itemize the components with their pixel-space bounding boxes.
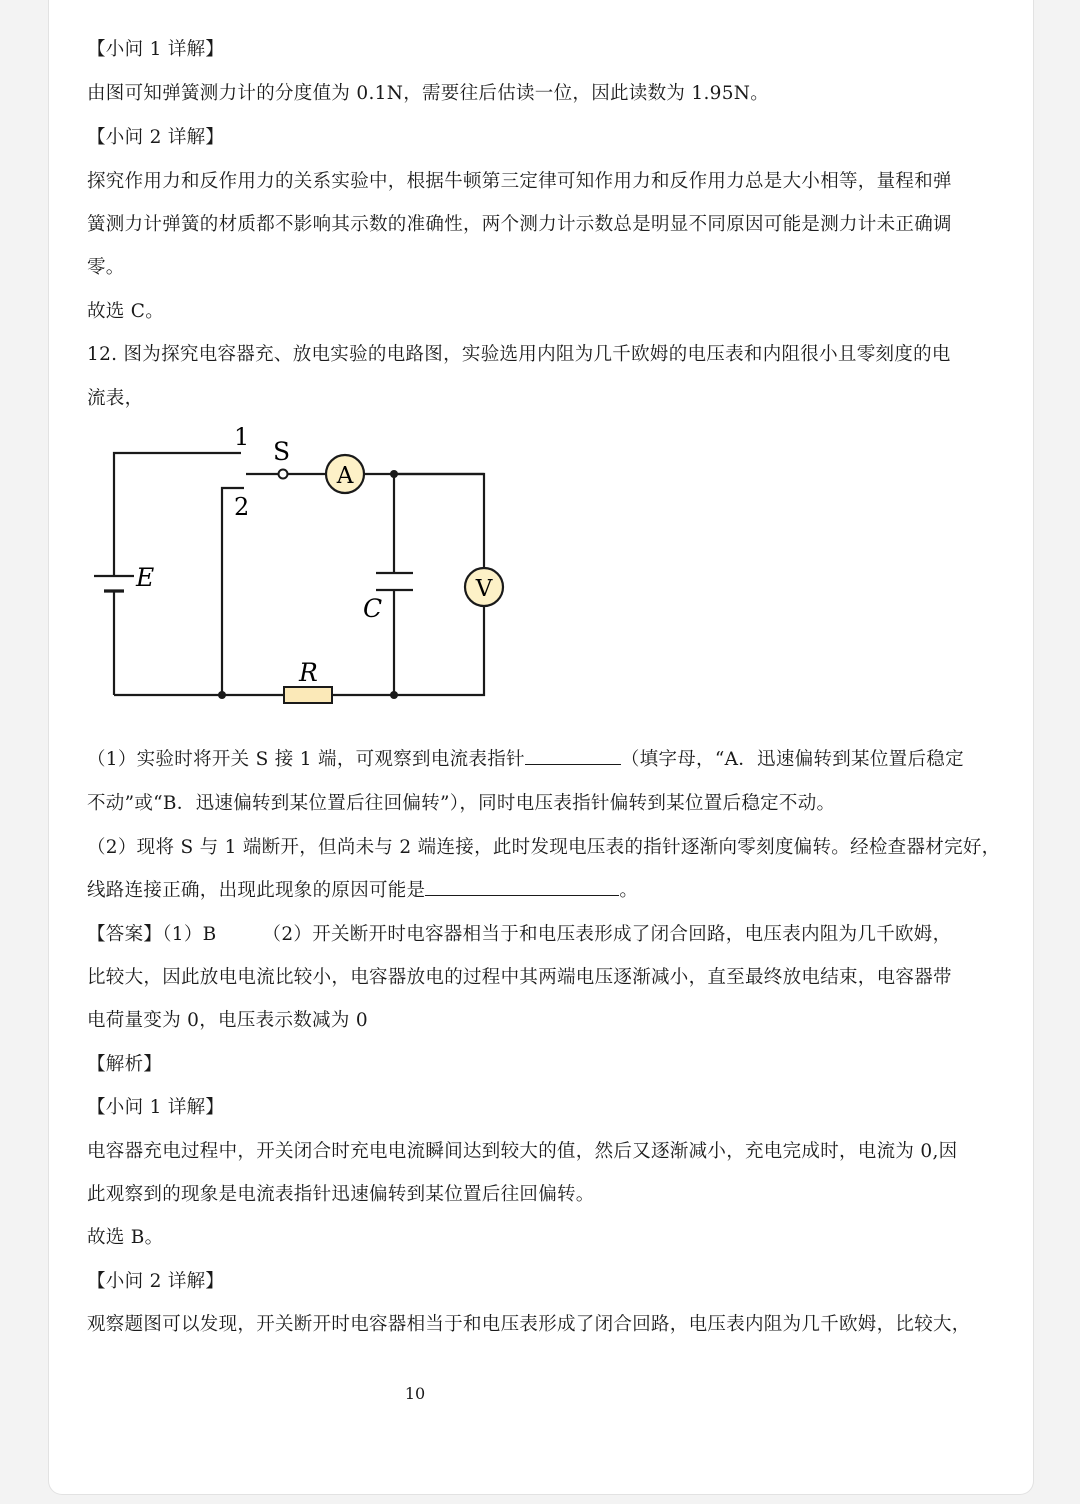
answer-blank-1 <box>525 746 621 765</box>
question-12-stem: 12. 图为探究电容器充、放电实验的电路图，实验选用内阻为几千欧姆的电压表和内阻很小且零刻度的电 <box>87 344 951 365</box>
terminal-1-label: 1 <box>234 423 250 451</box>
junction-dot <box>218 691 226 699</box>
text-line: 探究作用力和反作用力的关系实验中，根据牛顿第三定律可知作用力和反作用力总是大小相等，量程和弹 <box>87 171 952 192</box>
switch-label: S <box>273 437 291 466</box>
heading-sub-q1-detail: 【小问 1 详解】 <box>87 1097 225 1118</box>
terminal-2-label: 2 <box>234 493 250 521</box>
heading-sub-q2-detail: 【小问 2 详解】 <box>87 1271 225 1292</box>
wire-right-top <box>394 474 484 570</box>
junction-dot <box>390 691 398 699</box>
text-line: 不动”或“B．迅速偏转到某位置后往回偏转”），同时电压表指针偏转到某位置后稳定不动。 <box>87 793 836 814</box>
text-line: 由图可知弹簧测力计的分度值为 0.1N，需要往后估读一位，因此读数为 1.95N。 <box>87 83 770 104</box>
text-line: 电容器充电过程中，开关闭合时充电电流瞬间达到较大的值，然后又逐渐减小，充电完成时，电流为 0,因 <box>87 1141 958 1162</box>
text-line: 电荷量变为 0，电压表示数减为 0 <box>87 1010 368 1031</box>
heading-sub-q1-detail: 【小问 1 详解】 <box>87 39 225 60</box>
text-line: 故选 C。 <box>87 301 165 322</box>
circuit-diagram <box>86 420 506 720</box>
heading-analysis: 【解析】 <box>87 1054 163 1075</box>
text-line: 线路连接正确，出现此现象的原因可能是 。 <box>87 877 638 905</box>
battery-label: E <box>136 563 155 592</box>
resistor-label: R <box>299 658 318 687</box>
sub-question-2: （2）现将 S 与 1 端断开，但尚未与 2 端连接，此时发现电压表的指针逐渐向零刻度偏转。经检查器材完好， <box>87 837 1001 858</box>
text-line: 零。 <box>87 257 125 278</box>
junction-dot <box>390 470 398 478</box>
ammeter-label: A <box>336 463 354 489</box>
sub-question-1: （1）实验时将开关 S 接 1 端，可观察到电流表指针 （填字母，“A．迅速偏转到某位置后稳定 <box>87 746 964 774</box>
text-line: 比较大，因此放电电流比较小，电容器放电的过程中其两端电压逐渐减小，直至最终放电结束，电容器带 <box>87 967 952 988</box>
text-line: 簧测力计弹簧的材质都不影响其示数的准确性，两个测力计示数总是明显不同原因可能是测力计未正确调 <box>87 214 952 235</box>
text-line: 观察题图可以发现，开关断开时电容器相当于和电压表形成了闭合回路，电压表内阻为几千欧姆，比较大， <box>87 1314 971 1335</box>
answer-line: 【答案】（1）B （2）开关断开时电容器相当于和电压表形成了闭合回路，电压表内阻为几千欧姆， <box>87 924 952 945</box>
text-line: 此观察到的现象是电流表指针迅速偏转到某位置后往回偏转。 <box>87 1184 595 1205</box>
heading-sub-q2-detail: 【小问 2 详解】 <box>87 127 225 148</box>
answer-blank-2 <box>425 877 619 896</box>
page-number: 10 <box>404 1384 426 1403</box>
voltmeter-label: V <box>475 576 493 602</box>
text-line: 故选 B。 <box>87 1227 164 1248</box>
switch-pivot <box>279 470 288 479</box>
text-line: 流表， <box>87 388 144 409</box>
capacitor-label: C <box>363 594 383 623</box>
wire-right-bottom <box>394 604 484 695</box>
resistor-symbol <box>284 687 332 703</box>
